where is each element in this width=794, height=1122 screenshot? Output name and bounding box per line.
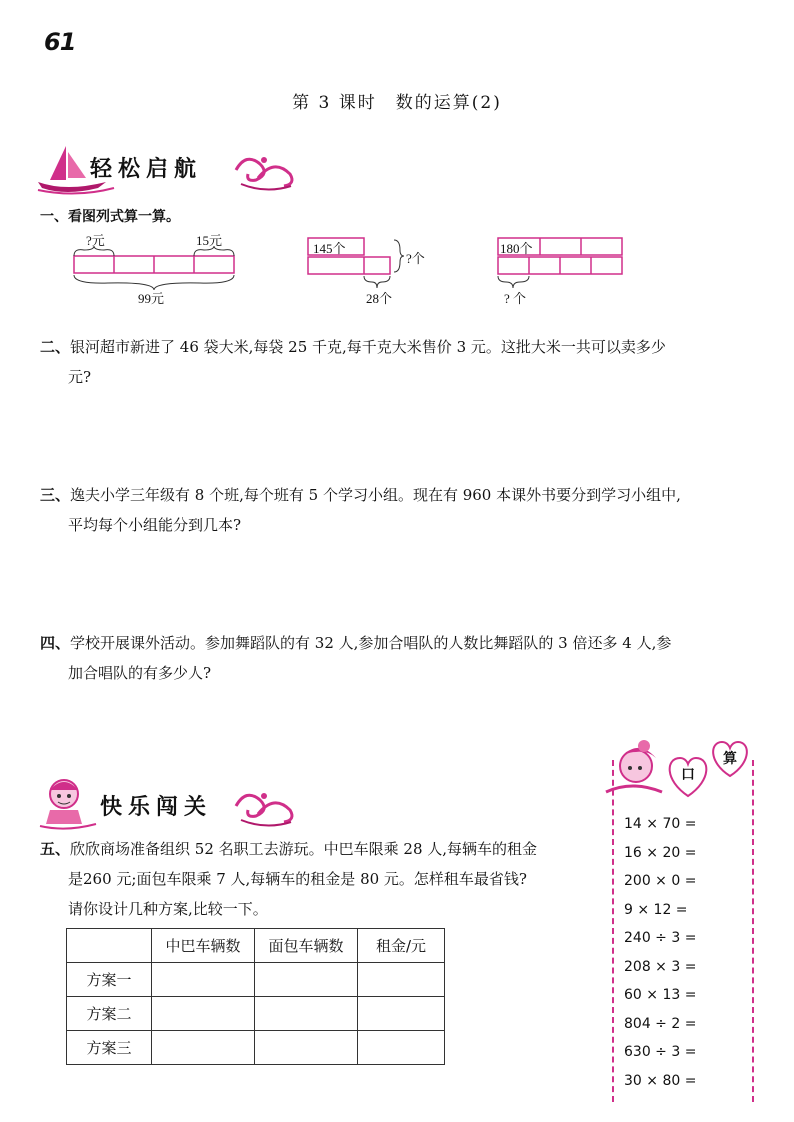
kid-mascot-icon [40,780,96,829]
q4 [40,628,760,688]
q5 [40,834,600,924]
answer-cell[interactable] [358,1031,445,1065]
table-row [67,997,445,1031]
q2-line1: 银河超市新进了 46 袋大米,每袋 25 千克,每千克大米售价 3 元。这批大米一共可以卖多少 [70,338,666,356]
q5-line3: 请你设计几种方案,比较一下。 [68,900,268,918]
answer-cell[interactable] [255,1031,358,1065]
q1-d1-left-label: ?元 [86,233,105,248]
q4-line1: 学校开展课外活动。参加舞蹈队的有 32 人,参加合唱队的人数比舞蹈队的 3 倍还多 4 人,参 [70,634,672,652]
row-label: 方案二 [67,997,152,1031]
row-label: 方案一 [67,963,152,997]
plan-table [66,928,445,1065]
page-number: 61 [44,28,76,56]
q1-d2-bottom-label: 28个 [366,291,393,306]
mental-math-list [624,810,696,1095]
mental-math-header [602,736,758,806]
q1-d2-top-label: 145个 [313,241,346,256]
q1-text: 一、看图列式算一算。 [40,209,180,225]
q5-line2: 是260 元;面包车限乘 7 人,每辆车的租金是 80 元。怎样租车最省钱? [68,870,527,888]
mental-item: 240 ÷ 3 = [624,930,697,946]
q2-number: 二、 [40,338,71,356]
table-header-row [67,929,445,963]
q1-d3-top-label: 180个 [500,241,533,256]
row-label: 方案三 [67,1031,152,1065]
mental-item: 200 × 0 = [624,873,697,889]
heart-label-kou: 口 [681,767,695,783]
q3-line2: 平均每个小组能分到几本? [68,516,242,534]
swirl-ornament-icon [236,157,292,190]
table-header-cell: 租金/元 [358,929,445,963]
answer-cell[interactable] [358,997,445,1031]
mental-item: 14 × 70 = [624,816,697,832]
page-title: 第 3 课时 数的运算(2) [292,93,502,113]
heart-label-suan: 算 [723,751,737,767]
q1-d1-bottom-label: 99元 [138,291,165,306]
q2-line2: 元? [68,368,92,386]
answer-cell[interactable] [255,997,358,1031]
mental-item: 16 × 20 = [624,844,697,861]
q4-number: 四、 [40,634,71,652]
mental-item: 9 × 12 = [624,901,688,918]
q3-line1: 逸夫小学三年级有 8 个班,每个班有 5 个学习小组。现在有 960 本课外书要分到学习小组中, [70,486,681,504]
answer-cell[interactable] [358,963,445,997]
table-row [67,1031,445,1065]
q2 [40,332,760,392]
q4-line2: 加合唱队的有多少人? [68,664,212,682]
answer-cell[interactable] [255,963,358,997]
q3-number: 三、 [40,486,71,504]
mental-item: 630 ÷ 3 = [624,1044,697,1060]
girl-mascot-icon [606,740,662,792]
answer-cell[interactable] [152,963,255,997]
table-row [67,963,445,997]
happy-pass-title: 快乐闯关 [100,795,213,820]
mental-item: 30 × 80 = [624,1072,697,1089]
table-header-cell: 中巴车辆数 [152,929,255,963]
answer-cell[interactable] [152,1031,255,1065]
easy-start-title: 轻松启航 [90,157,203,182]
q1-d1-right-label: 15元 [196,233,223,248]
mental-item: 208 × 3 = [624,958,697,975]
q5-number: 五、 [40,840,71,858]
mental-item: 60 × 13 = [624,987,697,1003]
q3 [40,480,760,540]
q1-d2-right-label: ?个 [406,251,425,266]
table-header-cell [67,929,152,963]
table-header-cell: 面包车辆数 [255,929,358,963]
mental-item: 804 ÷ 2 = [624,1015,697,1032]
swirl-ornament-icon [236,793,292,826]
q5-line1: 欣欣商场准备组织 52 名职工去游玩。中巴车限乘 28 人,每辆车的租金 [70,840,538,858]
q1-d3-bottom-label: ? 个 [504,291,527,306]
answer-cell[interactable] [152,997,255,1031]
